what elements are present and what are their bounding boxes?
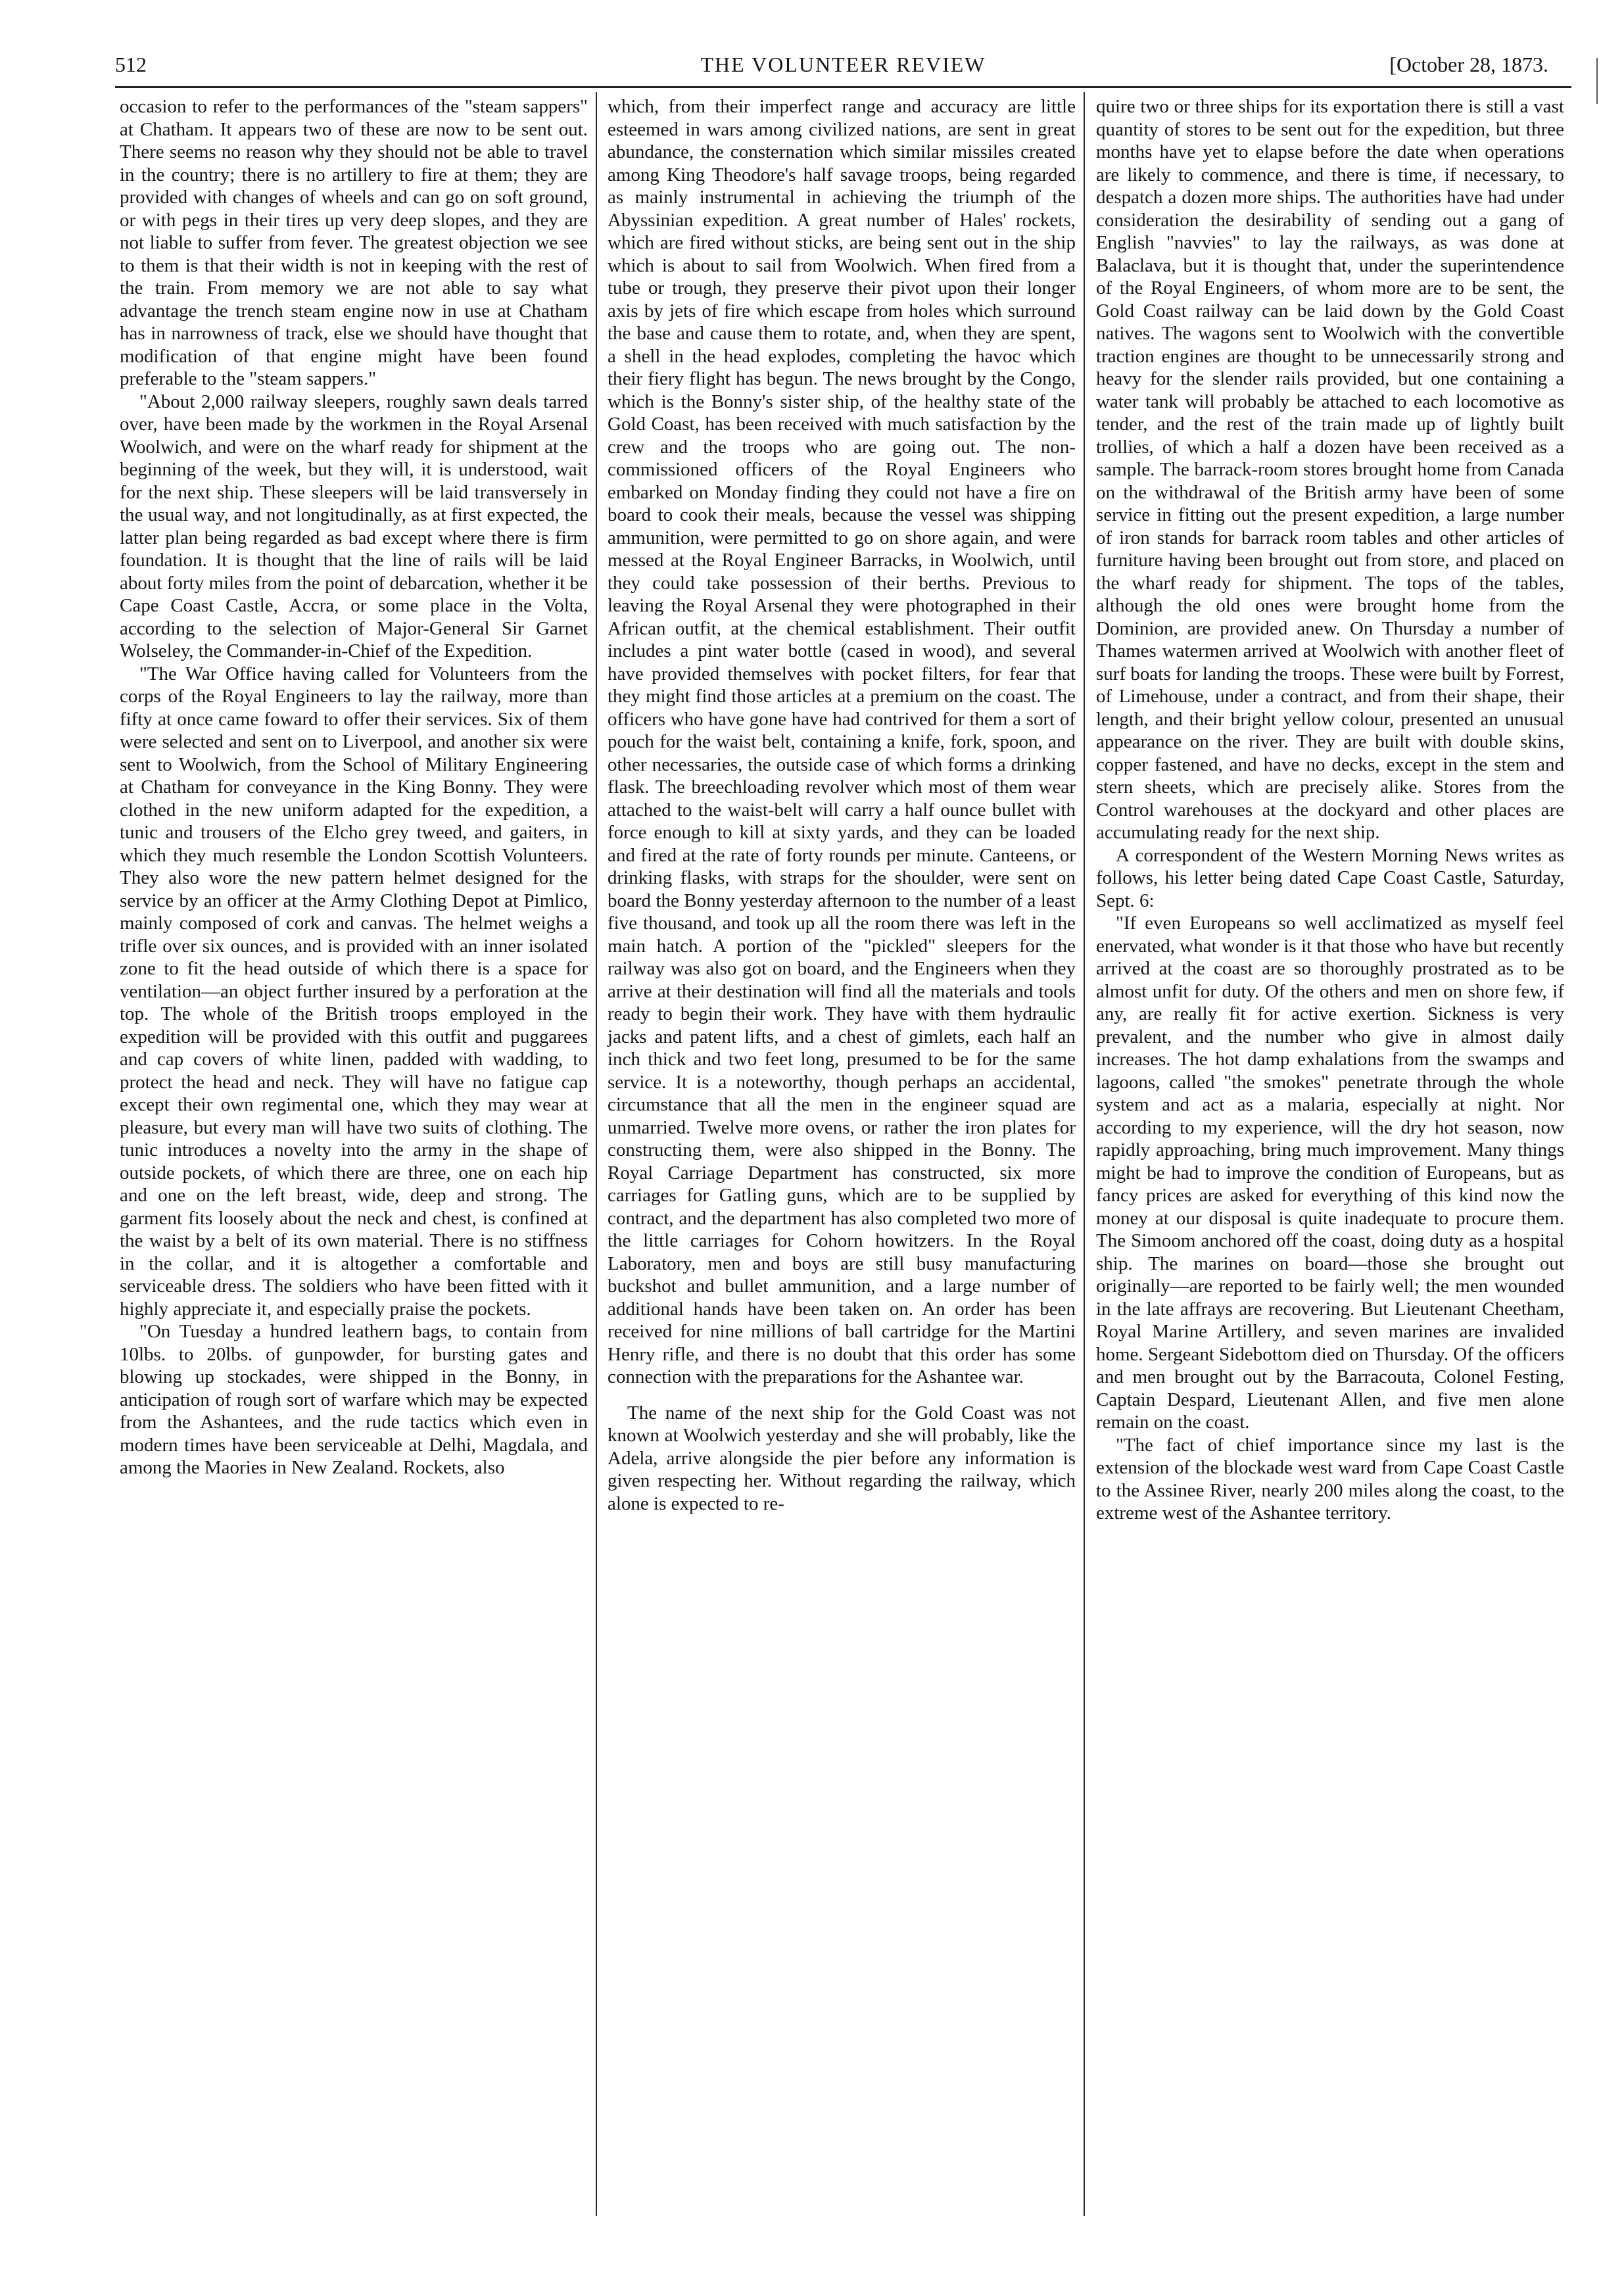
page-edge-mark [1596, 58, 1598, 104]
paragraph: "If even Europeans so well acclimatized as myself feel enervated, what wonder is it that those who have but recently arrived at the coast are so thoroughly prostrated as to be almost unfit for duty. Of the others and men on shore few, if any, are really fit for active exertion. Sickness is very prevalent, and the number who give in almost daily increases. The hot damp exhalations from the swamps and lagoons, called "the smokes" penetrate through the whole system and act as a malaria, especially at night. Nor according to my experience, will the dry hot season, now rapidly approaching, bring much improvement. Many things might be had to improve the condition of Europeans, but as fancy prices are asked for everything of this kind now the money at our disposal is quite inadequate to procure them. The Simoom anchored off the coast, doing duty as a hospital ship. The marines on board—those she brought out originally—are reported to be fairly well; the men wounded in the late affrays are recovering. But Lieutenant Cheetham, Royal Marine Artillery, and seven marines are invalided home. Sergeant Sidebottom died on Thursday. Of the officers and men brought out by the Barracouta, Colonel Festing, Captain Despard, Lieutenant Allen, and five men alone remain on the coast. [1096, 913, 1564, 1433]
column-3 [1096, 95, 1564, 1525]
paragraph: "The fact of chief importance since my last is the extension of the blockade west ward from Cape Coast Castle to the Assinee River, nearly 200 miles along the coast, to the extreme west of the Ashantee territory. [1096, 1434, 1564, 1523]
paragraph: quire two or three ships for its exportation there is still a vast quantity of stores to be sent out for the expedition, but three months have yet to elapse before the date when operations are likely to commence, and there is time, if necessary, to despatch a dozen more ships. The authorities have had under consideration the desirability of sending out a gang of English "navvies" to lay the railways, as was done at Balaclava, but it is thought that, under the superintendence of the Royal Engineers, of whom more are to be sent, the Gold Coast railway can be laid down by the Gold Coast natives. The wagons sent to Woolwich with the convertible traction engines are thought to be unnecessarily strong and heavy for the slender rails provided, but one containing a water tank will probably be attached to each locomotive as tender, and the rest of the train made up of lightly built trollies, of which a half a dozen have been received as a sample. The barrack-room stores brought home from Canada on the withdrawal of the British army have been of some service in fitting out the present expedition, a large number of iron stands for barrack room tables and other articles of furniture having been brought out from store, and placed on the wharf ready for shipment. The tops of the tables, although the old ones were brought home from the Dominion, are provided anew. On Thursday a number of Thames watermen arrived at Woolwich with another fleet of surf boats for landing the troops. These were built by Forrest, of Limehouse, under a contract, and from their shape, their length, and their bright yellow colour, presented an unusual appearance on the river. They are built with double skins, copper fastened, and have no decks, except in the stem and stern sheets, which are precisely alike. Stores from the Control warehouses at the dockyard and other places are accumulating ready for the next ship. [1096, 96, 1564, 843]
paragraph: "On Tuesday a hundred leathern bags, to contain from 10lbs. to 20lbs. of gunpowder, for bursting gates and blowing up stockades, were shipped in the Bonny, in anticipation of rough sort of warfare which may be expected from the Ashantees, and the rude tactics which even in modern times have been serviceable at Delhi, Magdala, and among the Maories in New Zealand. Rockets, also [120, 1321, 588, 1478]
masthead-title: THE VOLUNTEER REVIEW [700, 53, 986, 76]
paragraph: "About 2,000 railway sleepers, roughly sawn deals tarred over, have been made by the workmen in the Royal Arsenal Woolwich, and were on the wharf ready for shipment at the beginning of the week, but they will, it is understood, wait for the next ship. These sleepers will be laid transversely in the usual way, and not longitudinally, as at first expected, the latter plan being regarded as bad except where there is firm foundation. It is thought that the line of rails will be laid about forty miles from the point of debarcation, whether it be Cape Coast Castle, Accra, or some place in the Volta, according to the selection of Major-General Sir Garnet Wolseley, the Commander-in-Chief of the Expedition. [120, 391, 588, 661]
column-divider [596, 92, 597, 2216]
issue-date: [October 28, 1873. [1389, 53, 1548, 76]
column-2 [608, 95, 1076, 1515]
paragraph: The name of the next ship for the Gold Coast was not known at Woolwich yesterday and she will probably, like the Adela, arrive alongside the pier before any information is given respecting her. Without regarding the railway, which alone is expected to re- [608, 1402, 1076, 1514]
column-1 [120, 95, 588, 1479]
paragraph: occasion to refer to the performances of the "steam sappers" at Chatham. It appears two of these are now to be sent out. There seems no reason why they should not be able to travel in the country; there is no artillery to fire at them; they are provided with changes of wheels and can go on soft ground, or with pegs in their tires up very deep slopes, and they are not liable to suffer from fever. The greatest objection we see to them is that their width is not in keeping with the rest of the train. From memory we are not able to say what advantage the trench steam engine now in use at Chatham has in narrowness of track, else we should have thought that modification of that engine might have been found preferable to the "steam sappers." [120, 96, 588, 389]
page-header [115, 51, 1571, 88]
paragraph: A correspondent of the Western Morning News writes as follows, his letter being dated Cape Coast Castle, Saturday, Sept. 6: [1096, 844, 1564, 911]
header-rule [115, 86, 1571, 88]
paragraph: "The War Office having called for Volunteers from the corps of the Royal Engineers to lay the railway, more than fifty at once came foward to offer their services. Six of them were selected and sent on to Liverpool, and another six were sent to Woolwich, from the School of Military Engineering at Chatham for conveyance in the King Bonny. They were clothed in the new uniform adapted for the expedition, a tunic and trousers of the Elcho grey tweed, and gaiters, in which they much resemble the London Scottish Volunteers. They also wore the new pattern helmet designed for the service by an officer at the Army Clothing Depot at Pimlico, mainly composed of cork and canvas. The helmet weighs a trifle over six ounces, and is provided with an inner isolated zone to fit the head outside of which there is a space for ventilation—an object further insured by a perforation at the top. The whole of the British troops employed in the expedition will be provided with this outfit and puggarees and cap covers of white linen, padded with wadding, to protect the head and neck. They will have no fatigue cap except their own regimental one, which they may wear at pleasure, but every man will have two suits of clothing. The tunic introduces a novelty into the army in the shape of outside pockets, of which there are three, one on each hip and one on the left breast, wide, deep and strong. The garment fits loosely about the neck and chest, is confined at the waist by a belt of its own material. There is no stiffness in the collar, and it is altogether a comfortable and serviceable dress. The soldiers who have been fitted with it highly appreciate it, and especially praise the pockets. [120, 663, 588, 1320]
page-number: 512 [115, 53, 147, 76]
paragraph: which, from their imperfect range and accuracy are little esteemed in wars among civilized nations, are sent in great abundance, the consternation which similar missiles created among King Theodore's half savage troops, being regarded as mainly instrumental in achieving the triumph of the Abyssinian expedition. A great number of Hales' rockets, which are fired without sticks, are being sent out in the ship which is about to sail from Woolwich. When fired from a tube or trough, they preserve their pivot upon their longer axis by jets of fire which escape from holes which surround the base and cause them to rotate, and, when they are spent, a shell in the head explodes, completing the havoc which their fiery flight has begun. The news brought by the Congo, which is the Bonny's sister ship, of the healthy state of the Gold Coast, has been received with much satisfaction by the crew and the troops who are going out. The non-commissioned officers of the Royal Engineers who embarked on Monday finding they could not have a fire on board to cook their meals, because the vessel was shipping ammunition, were permitted to go on shore again, and were messed at the Royal Engineer Barracks, in Woolwich, until they could take possession of their berths. Previous to leaving the Royal Arsenal they were photographed in their African outfit, at the chemical establishment. Their outfit includes a pint water bottle (cased in wood), and several have provided themselves with pocket filters, for fear that they might find those articles at a premium on the coast. The officers who have gone have had contrived for them a sort of pouch for the waist belt, containing a knife, fork, spoon, and other necessaries, the outside case of which forms a drinking flask. The breechloading revolver which most of them wear attached to the waist-belt will carry a half ounce bullet with force enough to kill at sixty yards, and they can be loaded and fired at the rate of forty rounds per minute. Canteens, or drinking flasks, with straps for the shoulder, were sent on board the Bonny yesterday afternoon to the number of a least five thousand, and took up all the room there was left in the main hatch. A portion of the "pickled" sleepers for the railway was also got on board, and the Engineers when they arrive at their destination will find all the materials and tools ready to begin their work. They have with them hydraulic jacks and patent lifts, and a chest of gimlets, each half an inch thick and two feet long, presumed to be for the same service. It is a noteworthy, though perhaps an accidental, circumstance that all the men in the engineer squad are unmarried. Twelve more ovens, or rather the iron plates for constructing them, were also shipped in the Bonny. The Royal Carriage Department has constructed, six more carriages for Gatling guns, which are to be supplied by contract, and the department has also completed two more of the little carriages for Cohorn howitzers. In the Royal Laboratory, men and boys are still busy manufacturing buckshot and bullet ammunition, and a large number of additional hands have been taken on. An order has been received for nine millions of ball cartridge for the Martini Henry rifle, and there is no doubt that this order has some connection with the preparations for the Ashantee war. [608, 96, 1076, 1387]
column-divider [1084, 92, 1085, 2216]
